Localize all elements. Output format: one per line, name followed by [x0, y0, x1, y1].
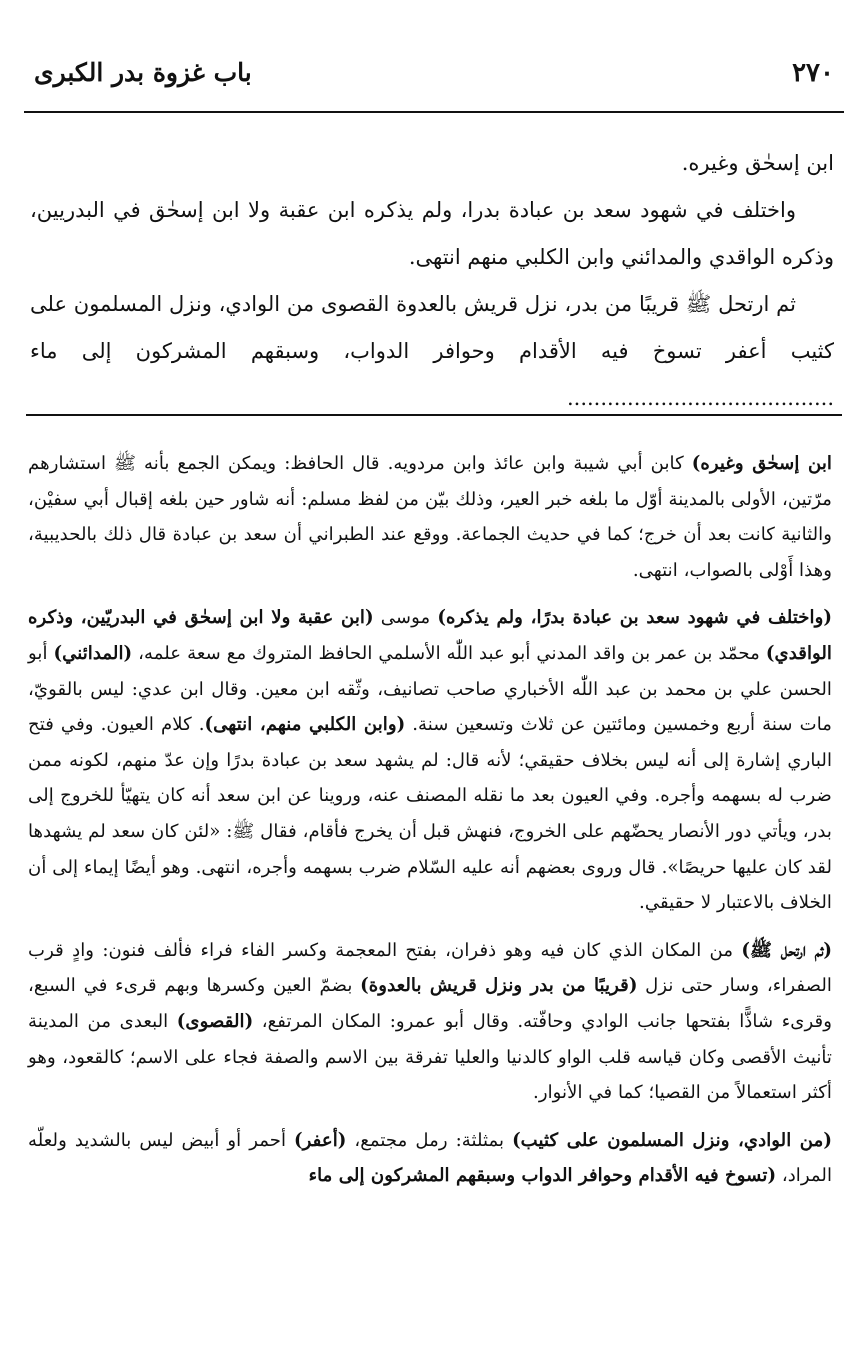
commentary-text: كابن أبي شيبة وابن عائذ وابن مردويه. قال الحافظ: ويمكن الجمع بأنه ﷺ استشارهم مرّتين، الأولى بالمدينة أوّل ما بلغه خبر العير، وذلك بيّن من لفظ مسلم: أنه شاور حين بلغه إقبال أبي سفيْن، والثانية كانت بعد أن خرج؛ كما في حديث الجماعة. ووقع عند الطبراني أن سعد بن عبادة قال ذلك بالحديبية، وهذا أَوْلى بالصواب، انتهى. — [28, 453, 832, 581]
commentary-text: أبو الحسن علي بن محمد بن عبد اللّٰه الأخباري صاحب تصانيف، وثّقه ابن معين. وقال ابن عدي: ليس بالقويّ، مات سنة أربع وخمسين ومائتين عن ثلاث وتسعين سنة. — [28, 642, 832, 736]
quoted-term: (القصوى) — [176, 1010, 254, 1032]
header-divider — [24, 111, 844, 113]
commentary-text: بمثلثة: رمل مجتمع، — [346, 1129, 513, 1151]
chapter-title: باب غزوة بدر الكبرى — [34, 58, 252, 87]
quoted-term: (تسوخ فيه الأقدام وحوافر الدواب وسبقهم المشركون إلى ماء — [308, 1165, 777, 1187]
quoted-term: (أعفر) — [294, 1129, 347, 1151]
page-number: ٢٧٠ — [792, 58, 834, 88]
page-header — [34, 58, 834, 106]
quoted-term: (واختلف في شهود سعد بن عبادة بدرًا، ولم يذكره) — [437, 607, 832, 629]
commentary-text: محمّد بن عمر بن واقد المدني أبو عبد اللّٰه الأسلمي الحافظ المتروك مع سعة علمه، — [132, 642, 766, 664]
commentary-text: أحمر أو أبيض ليس بالشديد ولعلّه المراد، — [28, 1129, 832, 1187]
commentary-paragraph-4 — [28, 1123, 832, 1194]
commentary-text: بضمّ العين وكسرها وبهم قرىء في السبع، وقرىء شاذًّا بفتحها جانب الوادي وحافّته. وقال أبو عمرو: المكان المرتفع، — [28, 975, 833, 1032]
main-line-1: ابن إسحٰق وغيره. — [681, 151, 834, 175]
quoted-term: (وابن الكلبي منهم، انتهى) — [204, 714, 406, 736]
quoted-term: ابن إسحٰق وغيره) — [691, 453, 832, 474]
commentary-paragraph-1 — [28, 446, 832, 588]
footnote-divider — [26, 414, 842, 416]
commentary-text: موسى — [373, 607, 438, 629]
quoted-term: (المدائني) — [53, 642, 133, 664]
quoted-term: (ثم ارتحل ﷺ) — [741, 939, 832, 961]
continuation-dots: ........................................ — [566, 386, 834, 410]
main-paragraph-2 — [30, 281, 834, 422]
main-text — [30, 140, 834, 422]
main-paragraph-1: واختلف في شهود سعد بن عبادة بدرا، ولم يذكره ابن عقبة ولا ابن إسحٰق في البدريين، وذكره الواقدي والمدائني وابن الكلبي منهم انتهى. — [30, 198, 834, 269]
commentary-paragraph-2 — [28, 600, 832, 920]
main-paragraph-2-text: ثم ارتحل ﷺ قريبًا من بدر، نزل قريش بالعدوة القصوى من الوادي، ونزل المسلمون على كثيب أعفر تسوخ فيه الأقدام وحوافر الدواب، وسبقهم المشركون إلى ماء — [30, 292, 834, 363]
quoted-term: (قريبًا من بدر ونزل قريش بالعدوة) — [360, 975, 638, 997]
commentary-text: البعدى من المدينة تأنيث الأقصى وكان قياسه قلب الواو كالدنيا والعليا تفرقة بين الاسم والصفة فجاء على الاسم؛ كالقعود، وهو أكثر استعمالاً من القصيا؛ كما في الأنوار. — [28, 1010, 832, 1104]
quoted-term: (ابن عقبة ولا ابن إسحٰق في البدريّين، وذكره الواقدي) — [28, 607, 832, 664]
commentary-text: . كلام العيون. وفي فتح الباري إشارة إلى أنه ليس بخلاف حقيقي؛ لأنه قال: لم يشهد سعد بن عبادة بدرًا وإن عدّ منهم، لكونه ممن ضرب له بسهمه وأجره. وفي العيون بعد ما نقله المصنف عنه، وروينا عن ابن سعد أنه كان يتهيّأ للخروج إلى بدر، ويأتي دور الأنصار يحضّهم على الخروج، فنهش قبل أن يخرج فأقام، فقال ﷺ: «لئن كان سعد لم يشهدها لقد كان عليها حريصًا». قال وروى بعضهم أنه عليه السّلام ضرب بسهمه وأجره، انتهى. وهو أيضًا إيماء إلى أن الخلاف بالاعتبار لا حقيقي. — [28, 714, 832, 914]
commentary — [28, 446, 832, 1206]
quoted-term: (من الوادي، ونزل المسلمون على كثيب) — [512, 1129, 832, 1151]
commentary-paragraph-3 — [28, 933, 832, 1111]
commentary-text: من المكان الذي كان فيه وهو ذفران، بفتح المعجمة وكسر الفاء فراء فألف فنون: وادٍ قرب الصفراء، وسار حتى نزل — [28, 939, 832, 997]
